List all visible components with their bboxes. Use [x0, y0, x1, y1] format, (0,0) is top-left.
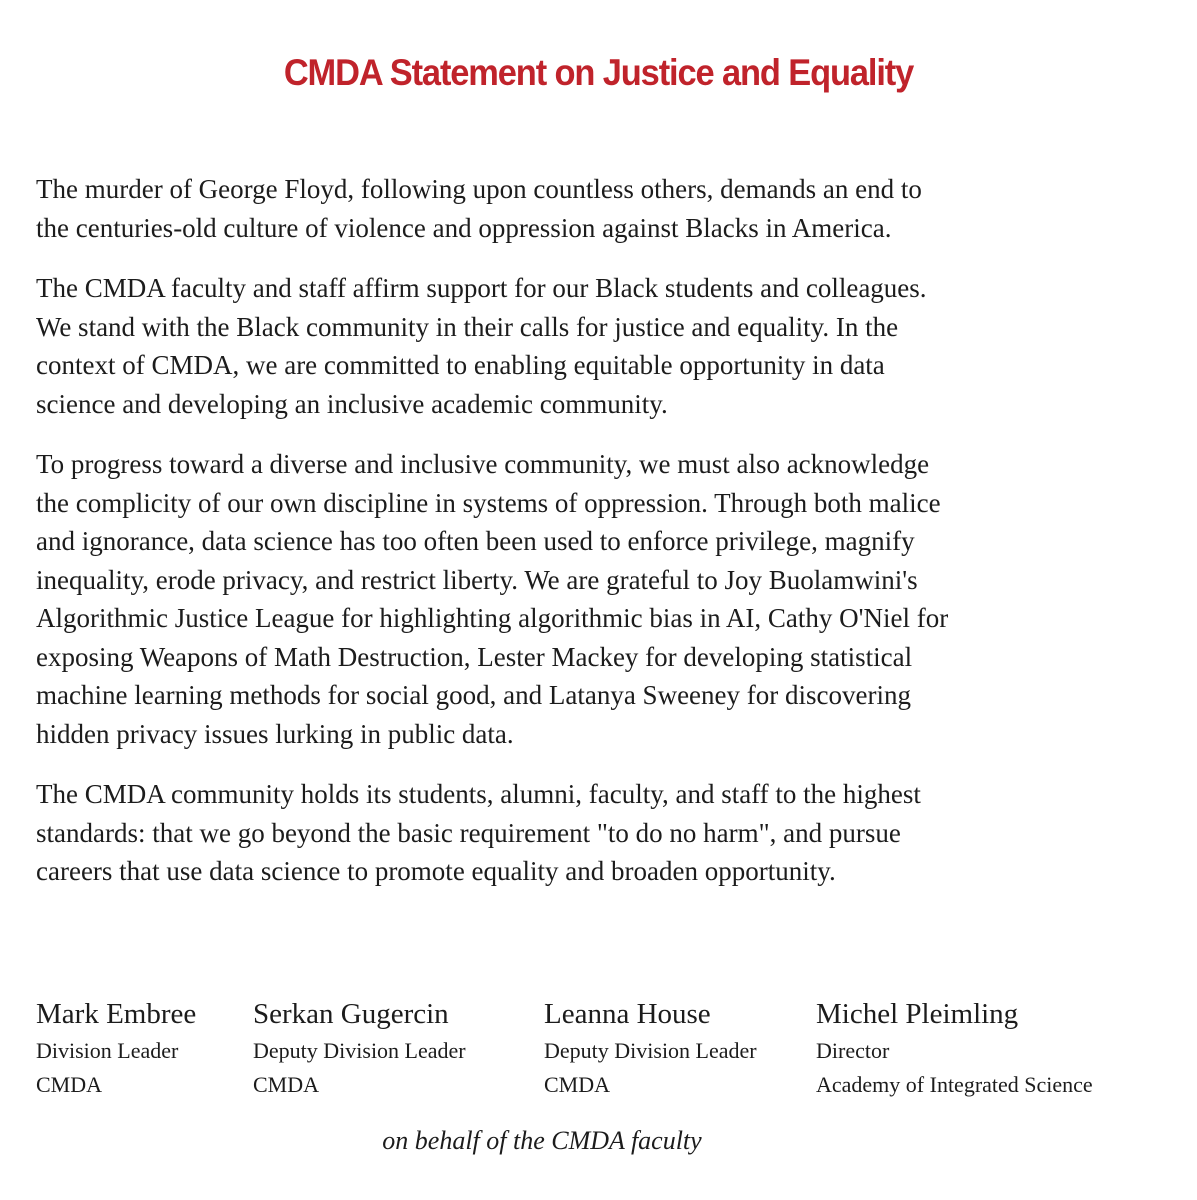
footer-note: on behalf of the CMDA faculty [382, 1126, 702, 1155]
paragraph-1: The murder of George Floyd, following upon countless others, demands an end to the centuries-old culture of violence and oppression against Blacks in America. [36, 174, 922, 243]
signatory-org: Academy of Integrated Science [816, 1072, 1093, 1097]
signatory-3 [544, 994, 757, 1102]
paragraph-2: The CMDA faculty and staff affirm support for our Black students and colleagues. We stand with the Black community in their calls for justice and equality. In the context of CMDA, we are committed to enabling equitable opportunity in data science and developing an inclusive academic community. [36, 273, 927, 419]
signatory-name: Leanna House [544, 998, 711, 1030]
paragraph-4: The CMDA community holds its students, alumni, faculty, and staff to the highest standards: that we go beyond the basic requirement "to do no harm", and pursue careers that use data science to promote equality and broaden opportunity. [36, 779, 921, 886]
signatory-name: Michel Pleimling [816, 998, 1019, 1030]
signatory-name: Serkan Gugercin [253, 998, 449, 1030]
signatory-2 [253, 994, 466, 1102]
signatory-1 [36, 994, 196, 1102]
signatory-role: Deputy Division Leader [253, 1038, 466, 1063]
signatory-org: CMDA [36, 1072, 103, 1097]
signatory-role: Director [816, 1038, 890, 1063]
signatory-role: Division Leader [36, 1038, 179, 1063]
statement-body [36, 170, 1166, 913]
signatory-4 [816, 994, 1093, 1102]
signatory-org: CMDA [253, 1072, 320, 1097]
page-title: CMDA Statement on Justice and Equality [283, 52, 914, 93]
paragraph-3: To progress toward a diverse and inclusive community, we must also acknowledge the complicity of our own discipline in systems of oppression. Through both malice and ignorance, data science has too often been used to enforce privilege, magnify inequality, erode privacy, and restrict liberty. We are grateful to Joy Buolamwini's Algorithmic Justice League for highlighting algorithmic bias in AI, Cathy O'Niel for exposing Weapons of Math Destruction, Lester Mackey for developing statistical machine learning methods for social good, and Latanya Sweeney for discovering hidden privacy issues lurking in public data. [36, 449, 949, 749]
signatory-role: Deputy Division Leader [544, 1038, 757, 1063]
signatory-name: Mark Embree [36, 998, 197, 1030]
signatory-org: CMDA [544, 1072, 611, 1097]
